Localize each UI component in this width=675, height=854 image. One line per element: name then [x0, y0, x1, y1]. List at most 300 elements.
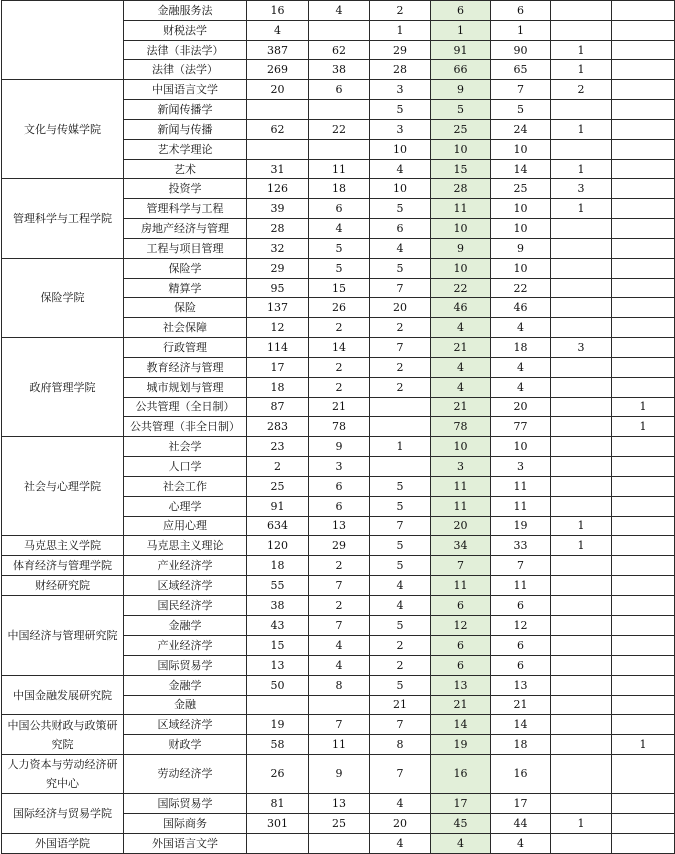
exam-admitted-cell: 5 — [309, 238, 370, 258]
recommended-cell — [370, 397, 431, 417]
col7-cell: 1 — [612, 417, 675, 437]
table-body — [2, 1, 675, 854]
recommended-cell: 5 — [370, 536, 431, 556]
col7-cell — [612, 100, 675, 120]
college-cell: 人力资本与劳动经济研究中心 — [2, 754, 124, 793]
admissions-table — [1, 0, 675, 854]
exam-admitted-cell: 26 — [309, 298, 370, 318]
total-cell: 6 — [431, 1, 491, 21]
major-cell: 心理学 — [124, 496, 247, 516]
exam-admitted-cell: 21 — [309, 397, 370, 417]
total-cell: 4 — [431, 833, 491, 853]
col5-cell: 20 — [491, 397, 551, 417]
exam-admitted-cell: 8 — [309, 675, 370, 695]
total-cell: 66 — [431, 60, 491, 80]
col6-cell — [551, 318, 612, 338]
col6-cell: 3 — [551, 179, 612, 199]
col5-cell: 10 — [491, 139, 551, 159]
major-cell: 工程与项目管理 — [124, 238, 247, 258]
col7-cell — [612, 179, 675, 199]
college-cell: 中国金融发展研究院 — [2, 675, 124, 715]
col7-cell — [612, 278, 675, 298]
total-cell: 7 — [431, 556, 491, 576]
major-cell: 社会保障 — [124, 318, 247, 338]
major-cell: 精算学 — [124, 278, 247, 298]
col6-cell — [551, 139, 612, 159]
col5-cell: 14 — [491, 715, 551, 735]
col7-cell — [612, 357, 675, 377]
col7-cell — [612, 636, 675, 656]
applicants-cell: 120 — [247, 536, 309, 556]
recommended-cell: 4 — [370, 596, 431, 616]
col6-cell — [551, 397, 612, 417]
exam-admitted-cell: 13 — [309, 793, 370, 813]
major-cell: 公共管理（非全日制） — [124, 417, 247, 437]
recommended-cell: 5 — [370, 476, 431, 496]
exam-admitted-cell: 2 — [309, 377, 370, 397]
total-cell: 11 — [431, 476, 491, 496]
col7-cell — [612, 715, 675, 735]
recommended-cell: 4 — [370, 576, 431, 596]
col6-cell: 1 — [551, 199, 612, 219]
major-cell: 财税法学 — [124, 20, 247, 40]
col6-cell — [551, 675, 612, 695]
major-cell: 金融学 — [124, 616, 247, 636]
col5-cell: 11 — [491, 576, 551, 596]
total-cell: 17 — [431, 793, 491, 813]
applicants-cell: 29 — [247, 258, 309, 278]
col6-cell: 1 — [551, 40, 612, 60]
recommended-cell: 5 — [370, 199, 431, 219]
exam-admitted-cell: 29 — [309, 536, 370, 556]
col5-cell: 10 — [491, 199, 551, 219]
exam-admitted-cell: 22 — [309, 119, 370, 139]
exam-admitted-cell: 4 — [309, 655, 370, 675]
col6-cell: 1 — [551, 813, 612, 833]
total-cell: 21 — [431, 397, 491, 417]
major-cell: 金融服务法 — [124, 1, 247, 21]
exam-admitted-cell — [309, 139, 370, 159]
applicants-cell: 32 — [247, 238, 309, 258]
total-cell: 9 — [431, 80, 491, 100]
col7-cell — [612, 40, 675, 60]
applicants-cell: 126 — [247, 179, 309, 199]
total-cell: 4 — [431, 357, 491, 377]
recommended-cell: 4 — [370, 833, 431, 853]
major-cell: 新闻与传播 — [124, 119, 247, 139]
recommended-cell: 7 — [370, 715, 431, 735]
exam-admitted-cell: 13 — [309, 516, 370, 536]
applicants-cell: 15 — [247, 636, 309, 656]
col6-cell — [551, 238, 612, 258]
college-cell: 国际经济与贸易学院 — [2, 793, 124, 833]
applicants-cell: 39 — [247, 199, 309, 219]
applicants-cell: 50 — [247, 675, 309, 695]
col6-cell — [551, 616, 612, 636]
col5-cell: 77 — [491, 417, 551, 437]
recommended-cell — [370, 417, 431, 437]
college-cell: 马克思主义学院 — [2, 536, 124, 556]
col5-cell: 4 — [491, 318, 551, 338]
major-cell: 公共管理（全日制） — [124, 397, 247, 417]
col5-cell: 6 — [491, 596, 551, 616]
col7-cell — [612, 1, 675, 21]
total-cell: 6 — [431, 655, 491, 675]
exam-admitted-cell: 2 — [309, 596, 370, 616]
col6-cell — [551, 576, 612, 596]
col5-cell: 4 — [491, 377, 551, 397]
col5-cell: 11 — [491, 476, 551, 496]
major-cell: 社会工作 — [124, 476, 247, 496]
recommended-cell: 5 — [370, 616, 431, 636]
col5-cell: 6 — [491, 1, 551, 21]
col7-cell — [612, 338, 675, 358]
college-cell: 社会与心理学院 — [2, 437, 124, 536]
col5-cell: 3 — [491, 457, 551, 477]
col6-cell — [551, 793, 612, 813]
recommended-cell: 2 — [370, 1, 431, 21]
total-cell: 45 — [431, 813, 491, 833]
col6-cell — [551, 20, 612, 40]
total-cell: 15 — [431, 159, 491, 179]
col6-cell — [551, 636, 612, 656]
col6-cell: 2 — [551, 80, 612, 100]
applicants-cell: 23 — [247, 437, 309, 457]
major-cell: 人口学 — [124, 457, 247, 477]
col7-cell: 1 — [612, 397, 675, 417]
total-cell: 11 — [431, 496, 491, 516]
col7-cell — [612, 238, 675, 258]
exam-admitted-cell: 11 — [309, 159, 370, 179]
total-cell: 21 — [431, 338, 491, 358]
applicants-cell: 4 — [247, 20, 309, 40]
col7-cell — [612, 833, 675, 853]
applicants-cell — [247, 695, 309, 715]
total-cell: 11 — [431, 199, 491, 219]
total-cell: 12 — [431, 616, 491, 636]
col6-cell: 1 — [551, 536, 612, 556]
applicants-cell: 87 — [247, 397, 309, 417]
col7-cell: 1 — [612, 735, 675, 755]
col7-cell — [612, 793, 675, 813]
applicants-cell: 20 — [247, 80, 309, 100]
applicants-cell: 31 — [247, 159, 309, 179]
total-cell: 25 — [431, 119, 491, 139]
college-cell: 财经研究院 — [2, 576, 124, 596]
applicants-cell: 91 — [247, 496, 309, 516]
col7-cell — [612, 119, 675, 139]
major-cell: 财政学 — [124, 735, 247, 755]
col7-cell — [612, 675, 675, 695]
table-row — [2, 556, 675, 576]
exam-admitted-cell: 62 — [309, 40, 370, 60]
total-cell: 4 — [431, 377, 491, 397]
major-cell: 保险学 — [124, 258, 247, 278]
col7-cell — [612, 556, 675, 576]
col7-cell — [612, 60, 675, 80]
col7-cell — [612, 377, 675, 397]
col7-cell — [612, 576, 675, 596]
exam-admitted-cell: 6 — [309, 476, 370, 496]
col5-cell: 11 — [491, 496, 551, 516]
table-row — [2, 1, 675, 21]
exam-admitted-cell — [309, 20, 370, 40]
exam-admitted-cell: 9 — [309, 437, 370, 457]
major-cell: 外国语言文学 — [124, 833, 247, 853]
applicants-cell — [247, 100, 309, 120]
col6-cell: 3 — [551, 338, 612, 358]
major-cell: 管理科学与工程 — [124, 199, 247, 219]
total-cell: 13 — [431, 675, 491, 695]
col6-cell — [551, 357, 612, 377]
col6-cell — [551, 457, 612, 477]
exam-admitted-cell: 6 — [309, 80, 370, 100]
col6-cell: 1 — [551, 159, 612, 179]
col6-cell — [551, 298, 612, 318]
major-cell: 金融学 — [124, 675, 247, 695]
exam-admitted-cell: 6 — [309, 199, 370, 219]
exam-admitted-cell: 2 — [309, 318, 370, 338]
major-cell: 国际贸易学 — [124, 655, 247, 675]
exam-admitted-cell: 4 — [309, 219, 370, 239]
total-cell: 91 — [431, 40, 491, 60]
college-cell: 保险学院 — [2, 258, 124, 337]
total-cell: 6 — [431, 596, 491, 616]
total-cell: 3 — [431, 457, 491, 477]
col6-cell — [551, 417, 612, 437]
major-cell: 中国语言文学 — [124, 80, 247, 100]
recommended-cell: 20 — [370, 298, 431, 318]
col7-cell — [612, 219, 675, 239]
recommended-cell: 6 — [370, 219, 431, 239]
applicants-cell: 114 — [247, 338, 309, 358]
col7-cell — [612, 754, 675, 793]
col7-cell — [612, 496, 675, 516]
table-row — [2, 793, 675, 813]
exam-admitted-cell — [309, 833, 370, 853]
major-cell: 区域经济学 — [124, 576, 247, 596]
major-cell: 国民经济学 — [124, 596, 247, 616]
college-cell: 文化与传媒学院 — [2, 80, 124, 179]
col6-cell — [551, 655, 612, 675]
col7-cell — [612, 655, 675, 675]
applicants-cell: 19 — [247, 715, 309, 735]
applicants-cell: 43 — [247, 616, 309, 636]
col5-cell: 16 — [491, 754, 551, 793]
col7-cell — [612, 80, 675, 100]
col5-cell: 46 — [491, 298, 551, 318]
col6-cell: 1 — [551, 516, 612, 536]
col7-cell — [612, 476, 675, 496]
applicants-cell: 387 — [247, 40, 309, 60]
recommended-cell: 5 — [370, 556, 431, 576]
col5-cell: 25 — [491, 179, 551, 199]
applicants-cell: 28 — [247, 219, 309, 239]
exam-admitted-cell: 4 — [309, 1, 370, 21]
major-cell: 劳动经济学 — [124, 754, 247, 793]
col6-cell — [551, 596, 612, 616]
table-row — [2, 833, 675, 853]
recommended-cell: 2 — [370, 377, 431, 397]
total-cell: 5 — [431, 100, 491, 120]
recommended-cell: 21 — [370, 695, 431, 715]
col5-cell: 14 — [491, 159, 551, 179]
applicants-cell: 269 — [247, 60, 309, 80]
col5-cell: 24 — [491, 119, 551, 139]
recommended-cell: 7 — [370, 338, 431, 358]
applicants-cell: 81 — [247, 793, 309, 813]
applicants-cell: 58 — [247, 735, 309, 755]
col6-cell — [551, 476, 612, 496]
recommended-cell: 5 — [370, 496, 431, 516]
recommended-cell: 2 — [370, 636, 431, 656]
col5-cell: 90 — [491, 40, 551, 60]
total-cell: 22 — [431, 278, 491, 298]
exam-admitted-cell: 2 — [309, 357, 370, 377]
applicants-cell: 18 — [247, 377, 309, 397]
exam-admitted-cell: 2 — [309, 556, 370, 576]
applicants-cell: 301 — [247, 813, 309, 833]
col5-cell: 7 — [491, 556, 551, 576]
table-row — [2, 754, 675, 793]
col6-cell — [551, 219, 612, 239]
recommended-cell: 7 — [370, 754, 431, 793]
col5-cell: 21 — [491, 695, 551, 715]
major-cell: 产业经济学 — [124, 556, 247, 576]
exam-admitted-cell — [309, 100, 370, 120]
col7-cell — [612, 813, 675, 833]
col6-cell — [551, 735, 612, 755]
recommended-cell: 20 — [370, 813, 431, 833]
col5-cell: 13 — [491, 675, 551, 695]
recommended-cell: 8 — [370, 735, 431, 755]
col5-cell: 44 — [491, 813, 551, 833]
col7-cell — [612, 258, 675, 278]
col5-cell: 6 — [491, 655, 551, 675]
total-cell: 10 — [431, 437, 491, 457]
col5-cell: 33 — [491, 536, 551, 556]
applicants-cell: 634 — [247, 516, 309, 536]
major-cell: 马克思主义理论 — [124, 536, 247, 556]
major-cell: 国际商务 — [124, 813, 247, 833]
col7-cell — [612, 20, 675, 40]
col6-cell — [551, 258, 612, 278]
col5-cell: 4 — [491, 357, 551, 377]
recommended-cell: 5 — [370, 100, 431, 120]
college-cell: 体育经济与管理学院 — [2, 556, 124, 576]
table-row — [2, 179, 675, 199]
major-cell: 法律（法学） — [124, 60, 247, 80]
exam-admitted-cell: 7 — [309, 616, 370, 636]
applicants-cell — [247, 833, 309, 853]
col5-cell: 9 — [491, 238, 551, 258]
col6-cell — [551, 100, 612, 120]
col5-cell: 22 — [491, 278, 551, 298]
col5-cell: 65 — [491, 60, 551, 80]
applicants-cell: 38 — [247, 596, 309, 616]
recommended-cell: 5 — [370, 258, 431, 278]
applicants-cell: 26 — [247, 754, 309, 793]
recommended-cell: 7 — [370, 516, 431, 536]
col5-cell: 10 — [491, 437, 551, 457]
col7-cell — [612, 159, 675, 179]
recommended-cell: 4 — [370, 793, 431, 813]
college-cell — [2, 1, 124, 80]
col7-cell — [612, 695, 675, 715]
major-cell: 投资学 — [124, 179, 247, 199]
col5-cell: 4 — [491, 833, 551, 853]
total-cell: 21 — [431, 695, 491, 715]
exam-admitted-cell: 5 — [309, 258, 370, 278]
recommended-cell: 1 — [370, 20, 431, 40]
table-row — [2, 576, 675, 596]
total-cell: 4 — [431, 318, 491, 338]
applicants-cell: 18 — [247, 556, 309, 576]
table-row — [2, 437, 675, 457]
col5-cell: 1 — [491, 20, 551, 40]
exam-admitted-cell: 38 — [309, 60, 370, 80]
col7-cell — [612, 318, 675, 338]
applicants-cell: 283 — [247, 417, 309, 437]
major-cell: 产业经济学 — [124, 636, 247, 656]
col6-cell — [551, 1, 612, 21]
recommended-cell: 10 — [370, 139, 431, 159]
recommended-cell: 1 — [370, 437, 431, 457]
col7-cell — [612, 516, 675, 536]
col7-cell — [612, 437, 675, 457]
exam-admitted-cell: 4 — [309, 636, 370, 656]
col6-cell: 1 — [551, 60, 612, 80]
total-cell: 6 — [431, 636, 491, 656]
applicants-cell: 95 — [247, 278, 309, 298]
applicants-cell — [247, 139, 309, 159]
exam-admitted-cell: 11 — [309, 735, 370, 755]
col5-cell: 18 — [491, 338, 551, 358]
applicants-cell: 55 — [247, 576, 309, 596]
col5-cell: 7 — [491, 80, 551, 100]
col5-cell: 12 — [491, 616, 551, 636]
total-cell: 20 — [431, 516, 491, 536]
col6-cell — [551, 833, 612, 853]
major-cell: 教育经济与管理 — [124, 357, 247, 377]
recommended-cell: 4 — [370, 159, 431, 179]
total-cell: 10 — [431, 139, 491, 159]
table-row — [2, 536, 675, 556]
major-cell: 国际贸易学 — [124, 793, 247, 813]
total-cell: 46 — [431, 298, 491, 318]
exam-admitted-cell: 9 — [309, 754, 370, 793]
exam-admitted-cell: 14 — [309, 338, 370, 358]
applicants-cell: 12 — [247, 318, 309, 338]
table-row — [2, 80, 675, 100]
recommended-cell: 4 — [370, 238, 431, 258]
total-cell: 10 — [431, 258, 491, 278]
major-cell: 保险 — [124, 298, 247, 318]
recommended-cell: 28 — [370, 60, 431, 80]
exam-admitted-cell — [309, 695, 370, 715]
recommended-cell: 2 — [370, 357, 431, 377]
major-cell: 区域经济学 — [124, 715, 247, 735]
applicants-cell: 137 — [247, 298, 309, 318]
col6-cell — [551, 437, 612, 457]
col6-cell — [551, 754, 612, 793]
col5-cell: 5 — [491, 100, 551, 120]
col7-cell — [612, 616, 675, 636]
recommended-cell — [370, 457, 431, 477]
col6-cell — [551, 695, 612, 715]
recommended-cell: 2 — [370, 318, 431, 338]
total-cell: 19 — [431, 735, 491, 755]
